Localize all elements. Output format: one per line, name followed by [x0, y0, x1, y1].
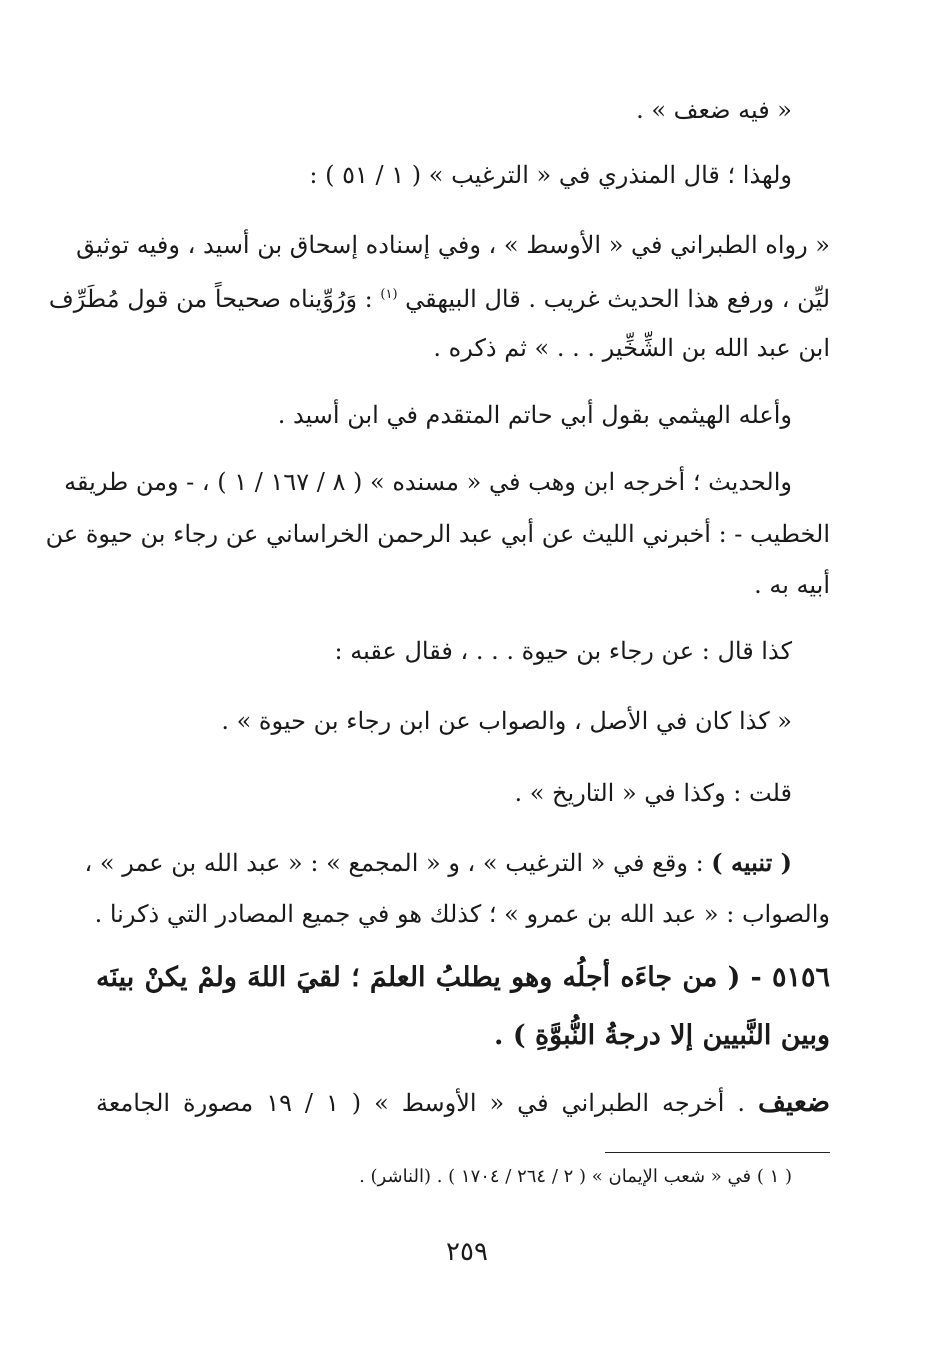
- text-line: وأعله الهيثمي بقول أبي حاتم المتقدم في ابن أسيد .: [277, 401, 792, 429]
- footnote-marker: (١): [380, 287, 398, 302]
- text-line: [96, 1085, 830, 1121]
- text-line: [84, 845, 792, 881]
- text-line: الخطيب - : أخبرني الليث عن أبي عبد الرحمن الخراساني عن رجاء بن حيوة عن: [45, 520, 830, 548]
- note-label: ( تنبيه ): [711, 848, 792, 877]
- text-fragment: . أخرجه الطبراني في « الأوسط » ( ١ / ١٩ مصورة الجامعة: [96, 1089, 745, 1117]
- text-line: كذا قال : عن رجاء بن حيوة . . . ، فقال عقبه :: [334, 637, 792, 665]
- footnote-separator: [605, 1152, 830, 1153]
- text-line: والحديث ؛ أخرجه ابن وهب في « مسنده » ( ٨ / ١٦٧ / ١ ) ، - ومن طريقه: [64, 468, 792, 496]
- footnote: ( ١ ) في « شعب الإيمان » ( ٢ / ٢٦٤ / ١٧٠٤ ) . (الناشر) .: [359, 1166, 792, 1187]
- text-line: « كذا كان في الأصل ، والصواب عن ابن رجاء بن حيوة » .: [221, 707, 792, 735]
- text-line: « رواه الطبراني في « الأوسط » ، وفي إسناده إسحاق بن أسيد ، وفيه توثيق: [76, 231, 830, 259]
- text-line: أبيه به .: [754, 571, 830, 599]
- text-line: ابن عبد الله بن الشِّخِّير . . . » ثم ذكره .: [433, 334, 830, 362]
- text-line: قلت : وكذا في « التاريخ » .: [514, 779, 792, 807]
- text-fragment: : وَرُوِّيناه صحيحاً من قول مُطَرِّف: [48, 285, 373, 313]
- text-line: ولهذا ؛ قال المنذري في « الترغيب » ( ١ / ٥١ ) :: [309, 161, 792, 189]
- text-fragment: : وقع في « الترغيب » ، و « المجمع » : « عبد الله بن عمر » ،: [84, 849, 704, 877]
- hadith-heading: ٥١٥٦ - ( من جاءَه أجلُه وهو يطلبُ العلمَ ؛ لقيَ اللهَ ولمْ يكنْ بينَه: [96, 962, 830, 993]
- text-line: [48, 277, 830, 317]
- page-number: ٢٥٩: [446, 1237, 488, 1267]
- text-line: والصواب : « عبد الله بن عمرو » ؛ كذلك هو في جميع المصادر التي ذكرنا .: [94, 900, 830, 928]
- hadith-heading: وبين النَّبيين إلا درجةُ النُّبوَّةِ ) .: [494, 1020, 830, 1051]
- grade-label: ضعيف: [757, 1087, 831, 1118]
- text-fragment: ليِّن ، ورفع هذا الحديث غريب . قال البيهقي: [405, 285, 830, 313]
- text-line: « فيه ضعف » .: [636, 96, 792, 124]
